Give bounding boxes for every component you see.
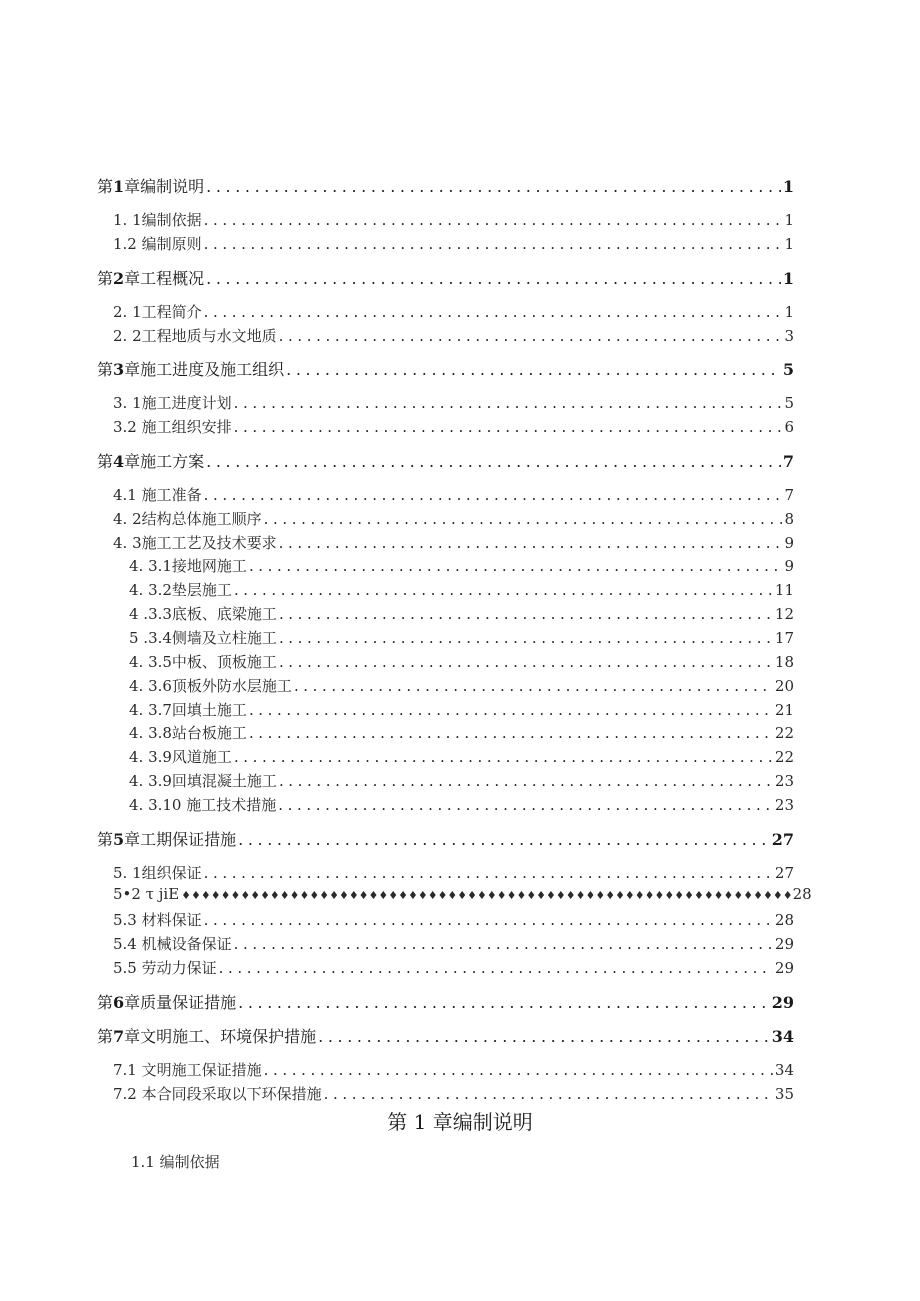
dot-leader bbox=[204, 303, 783, 321]
dot-leader bbox=[286, 360, 781, 379]
dot-leader bbox=[279, 629, 773, 647]
dot-leader bbox=[204, 235, 783, 253]
toc-page-number: 3 bbox=[784, 327, 794, 345]
dot-leader bbox=[204, 911, 773, 929]
toc-title: 4. 3.2垫层施工 bbox=[129, 581, 232, 599]
dot-leader bbox=[219, 959, 773, 977]
toc-section-2-1[interactable] bbox=[113, 301, 794, 322]
dot-leader bbox=[278, 796, 773, 814]
dot-leader bbox=[264, 510, 783, 528]
toc-title: 4. 3.8站台板施工 bbox=[129, 724, 247, 742]
dot-leader bbox=[279, 605, 773, 623]
toc-title: 5•2 τ jiE bbox=[113, 885, 180, 903]
toc-title: 章工期保证措施 bbox=[124, 830, 237, 849]
toc-prefix: 第 bbox=[97, 993, 114, 1012]
toc-title: 4. 3.6顶板外防水层施工 bbox=[129, 677, 292, 695]
dot-leader bbox=[206, 177, 781, 196]
toc-page-number: 29 bbox=[771, 993, 794, 1012]
toc-page-number: 7 bbox=[782, 452, 794, 471]
dot-leader bbox=[204, 486, 783, 504]
toc-chapter-number: 3 bbox=[113, 360, 125, 379]
toc-title: 5 .3.4侧墙及立柱施工 bbox=[129, 629, 277, 647]
toc-section-5-1[interactable] bbox=[113, 862, 794, 883]
toc-section-4-2[interactable] bbox=[113, 508, 794, 529]
toc-page-number: 29 bbox=[774, 959, 794, 977]
dot-leader bbox=[234, 581, 773, 599]
chapter-heading: 第 1 章编制说明 bbox=[387, 1110, 533, 1134]
toc-title: 1. 1编制依据 bbox=[113, 211, 202, 229]
toc-section-1-1[interactable] bbox=[113, 209, 794, 230]
toc-page-number: 34 bbox=[774, 1061, 794, 1079]
dot-leader bbox=[294, 677, 773, 695]
toc-prefix: 第 bbox=[97, 1027, 114, 1046]
toc-title: 4. 3施工工艺及技术要求 bbox=[113, 534, 277, 552]
toc-page-number: 17 bbox=[774, 629, 794, 647]
toc-title: 章质量保证措施 bbox=[124, 993, 237, 1012]
toc-page-number: 28 bbox=[774, 911, 794, 929]
toc-page-number: 23 bbox=[774, 796, 794, 814]
toc-subsection-4-3-9-air-duct[interactable] bbox=[129, 746, 794, 767]
toc-section-5-5[interactable] bbox=[113, 957, 794, 978]
toc-page-number: 12 bbox=[774, 605, 794, 623]
toc-title: 章编制说明 bbox=[124, 177, 205, 196]
dot-leader bbox=[279, 534, 783, 552]
toc-page-number: 5 bbox=[782, 360, 794, 379]
toc-page-number: 1 bbox=[782, 269, 794, 288]
toc-title: 4. 3.9回填混凝土施工 bbox=[129, 772, 277, 790]
dot-leader bbox=[279, 327, 783, 345]
dot-leader bbox=[234, 935, 773, 953]
toc-page-number: 1 bbox=[782, 177, 794, 196]
toc-page-number: 18 bbox=[774, 653, 794, 671]
toc-section-4-3[interactable] bbox=[113, 532, 794, 553]
toc-prefix: 第 bbox=[97, 269, 114, 288]
toc-title: 4.1 施工准备 bbox=[113, 486, 202, 504]
toc-title: 章施工进度及施工组织 bbox=[124, 360, 285, 379]
dot-leader bbox=[264, 1061, 773, 1079]
toc-page-number: 27 bbox=[774, 864, 794, 882]
dot-leader bbox=[324, 1085, 773, 1103]
toc-page-number: 9 bbox=[784, 534, 794, 552]
toc-prefix: 第 bbox=[97, 452, 114, 471]
toc-title: 4 .3.3底板、底梁施工 bbox=[129, 605, 277, 623]
toc-page-number: 27 bbox=[771, 830, 794, 849]
dot-leader bbox=[249, 701, 773, 719]
toc-page-number: 23 bbox=[774, 772, 794, 790]
toc-subsection-4-3-1[interactable] bbox=[129, 555, 794, 576]
toc-section-2-2[interactable] bbox=[113, 325, 794, 346]
toc-title: 2. 1工程简介 bbox=[113, 303, 202, 321]
toc-chapter-7[interactable] bbox=[97, 1024, 794, 1047]
toc-chapter-number: 4 bbox=[113, 452, 125, 471]
toc-section-5-3[interactable] bbox=[113, 909, 794, 930]
dot-leader bbox=[204, 864, 773, 882]
toc-page-number: 1 bbox=[784, 303, 794, 321]
toc-chapter-number: 1 bbox=[113, 177, 125, 196]
toc-chapter-number: 2 bbox=[113, 269, 125, 288]
toc-section-3-2[interactable] bbox=[113, 416, 794, 437]
toc-page-number: 5 bbox=[784, 394, 794, 412]
dot-leader bbox=[279, 772, 773, 790]
toc-subsection-4-3-7[interactable] bbox=[129, 699, 794, 720]
toc-title: 4. 2结构总体施工顺序 bbox=[113, 510, 262, 528]
toc-subsection-4-3-6[interactable] bbox=[129, 675, 794, 696]
toc-page-number: 1 bbox=[784, 211, 794, 229]
toc-subsection-4-3-10[interactable] bbox=[129, 794, 794, 815]
toc-page-number: 29 bbox=[774, 935, 794, 953]
toc-chapter-number: 6 bbox=[113, 993, 125, 1012]
dot-leader bbox=[204, 211, 783, 229]
toc-prefix: 第 bbox=[97, 177, 114, 196]
toc-page-number: 21 bbox=[774, 701, 794, 719]
dot-leader bbox=[249, 724, 773, 742]
toc-page-number: 20 bbox=[774, 677, 794, 695]
toc-title: 7.1 文明施工保证措施 bbox=[113, 1061, 262, 1079]
toc-section-4-1[interactable] bbox=[113, 484, 794, 505]
toc-subsection-4-3-2[interactable] bbox=[129, 579, 794, 600]
dot-leader bbox=[206, 452, 781, 471]
toc-page-number: 34 bbox=[771, 1027, 794, 1046]
toc-title: 章文明施工、环境保护措施 bbox=[124, 1027, 317, 1046]
toc-title: 5. 1组织保证 bbox=[113, 864, 202, 882]
dot-leader bbox=[318, 1027, 770, 1046]
toc-title: 3.2 施工组织安排 bbox=[113, 418, 232, 436]
toc-subsection-4-3-5[interactable] bbox=[129, 651, 794, 672]
toc-title: 5.4 机械设备保证 bbox=[113, 935, 232, 953]
toc-chapter-number: 5 bbox=[113, 830, 125, 849]
toc-chapter-1[interactable] bbox=[97, 174, 794, 197]
toc-page-number: 6 bbox=[784, 418, 794, 436]
toc-title: 4. 3.10 施工技术措施 bbox=[129, 796, 277, 814]
dot-leader bbox=[238, 993, 770, 1012]
diamond-leader: ♦♦♦♦♦♦♦♦♦♦♦♦♦♦♦♦♦♦♦♦♦♦♦♦♦♦♦♦♦♦♦♦♦♦♦♦♦♦♦♦♦♦♦♦♦♦♦♦♦♦♦♦♦♦♦♦♦♦♦♦♦♦ bbox=[181, 889, 793, 902]
toc-title: 4. 3.5中板、顶板施工 bbox=[129, 653, 277, 671]
dot-leader bbox=[238, 830, 770, 849]
toc-title: 4. 3.1接地网施工 bbox=[129, 557, 247, 575]
toc-section-1-2[interactable] bbox=[113, 233, 794, 254]
dot-leader bbox=[279, 653, 773, 671]
toc-page-number: 35 bbox=[774, 1085, 794, 1103]
section-heading: 1.1 编制依据 bbox=[131, 1153, 220, 1171]
toc-section-5-4[interactable] bbox=[113, 933, 794, 954]
dot-leader bbox=[206, 269, 781, 288]
toc-prefix: 第 bbox=[97, 830, 114, 849]
toc-page-number: 22 bbox=[774, 748, 794, 766]
toc-page-number: 9 bbox=[784, 557, 794, 575]
toc-chapter-5[interactable] bbox=[97, 827, 794, 850]
toc-title: 章施工方案 bbox=[124, 452, 205, 471]
toc-subsection-4-3-4[interactable] bbox=[129, 627, 794, 648]
toc-subsection-4-3-9-backfill-concrete[interactable] bbox=[129, 770, 794, 791]
toc-title: 3. 1施工进度计划 bbox=[113, 394, 232, 412]
toc-chapter-6[interactable] bbox=[97, 990, 794, 1013]
toc-title: 1.2 编制原则 bbox=[113, 235, 202, 253]
toc-subsection-4-3-3[interactable] bbox=[129, 603, 794, 624]
toc-section-7-2[interactable] bbox=[113, 1083, 794, 1104]
toc-chapter-number: 7 bbox=[113, 1027, 125, 1046]
toc-title: 5.5 劳动力保证 bbox=[113, 959, 217, 977]
toc-section-3-1[interactable] bbox=[113, 392, 794, 413]
toc-prefix: 第 bbox=[97, 360, 114, 379]
toc-title: 4. 3.9风道施工 bbox=[129, 748, 232, 766]
toc-page-number: 1 bbox=[784, 235, 794, 253]
toc-page-number: 22 bbox=[774, 724, 794, 742]
toc-title: 章工程概况 bbox=[124, 269, 205, 288]
toc-subsection-4-3-8[interactable] bbox=[129, 722, 794, 743]
dot-leader bbox=[249, 557, 783, 575]
toc-title: 7.2 本合同段采取以下环保措施 bbox=[113, 1085, 322, 1103]
toc-page-number: 11 bbox=[774, 581, 794, 599]
toc-title: 4. 3.7回填土施工 bbox=[129, 701, 247, 719]
toc-page-number: 28 bbox=[792, 885, 812, 903]
toc-chapter-3[interactable] bbox=[97, 357, 794, 380]
dot-leader bbox=[234, 748, 773, 766]
toc-section-7-1[interactable] bbox=[113, 1059, 794, 1080]
toc-page-number: 8 bbox=[784, 510, 794, 528]
dot-leader bbox=[234, 394, 783, 412]
toc-chapter-4[interactable] bbox=[97, 449, 794, 472]
toc-title: 2. 2工程地质与水文地质 bbox=[113, 327, 277, 345]
dot-leader bbox=[234, 418, 783, 436]
toc-chapter-2[interactable] bbox=[97, 266, 794, 289]
toc-title: 5.3 材料保证 bbox=[113, 911, 202, 929]
toc-section-5-2-garbled[interactable] bbox=[113, 885, 812, 903]
toc-page-number: 7 bbox=[784, 486, 794, 504]
